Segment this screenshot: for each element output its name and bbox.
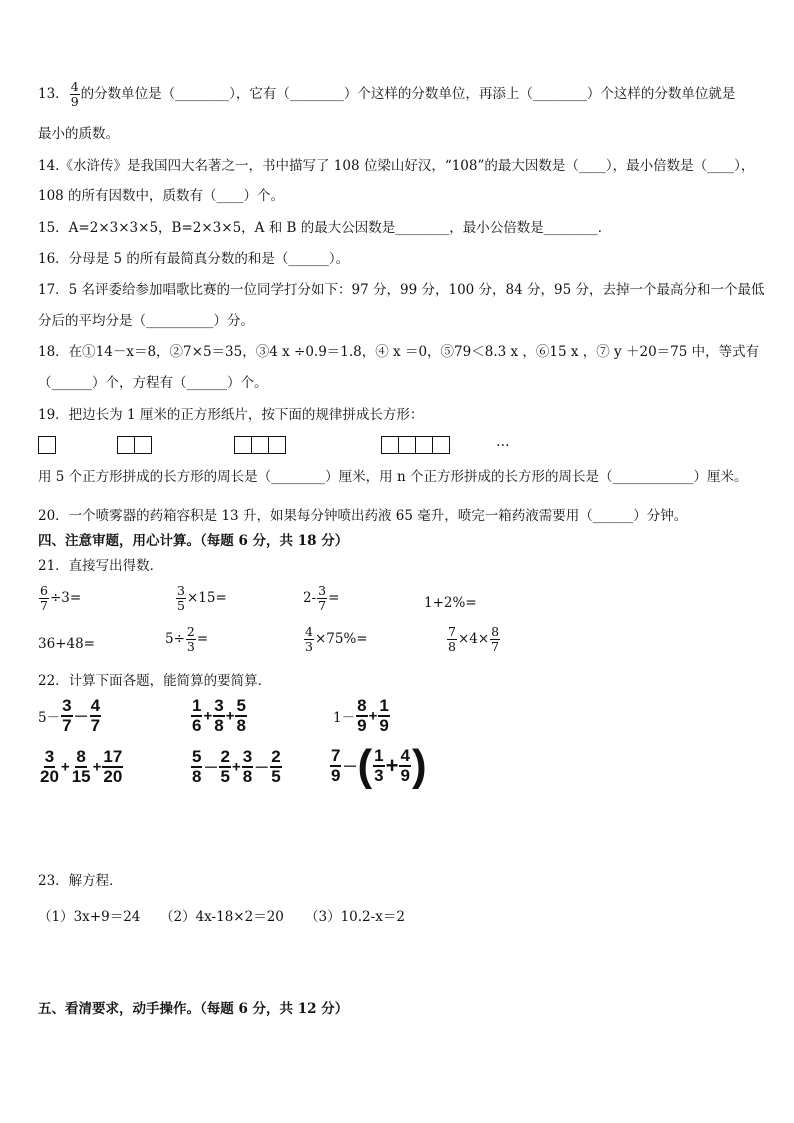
square: [432, 436, 450, 454]
numerator: 2: [220, 747, 230, 766]
denominator: 5: [177, 598, 185, 613]
fraction: [304, 625, 314, 654]
square: [134, 436, 152, 454]
denominator: 8: [214, 716, 224, 735]
denominator: 20: [40, 767, 59, 786]
right-paren: ): [411, 741, 427, 790]
fraction: [399, 747, 410, 785]
fraction: [242, 748, 253, 786]
q21-item-g: [303, 625, 368, 654]
fraction: [191, 748, 202, 786]
operator: －: [254, 759, 270, 777]
operator: +: [203, 707, 213, 725]
fraction: [39, 584, 49, 613]
fraction: [71, 748, 92, 786]
question-21-title: 21．直接写出得数．: [38, 558, 164, 574]
denominator: 3: [374, 766, 384, 785]
q22-problem-1: [38, 697, 102, 735]
operator: +: [385, 753, 399, 778]
expression-prefix: 5－: [38, 710, 61, 726]
denominator: 3: [305, 639, 313, 654]
denominator: 7: [40, 598, 48, 613]
denominator: 9: [331, 766, 341, 785]
fraction: [235, 697, 246, 735]
denominator: 8: [236, 716, 246, 735]
expression-rest: ÷3=: [49, 590, 82, 606]
square-row-1: [38, 436, 56, 453]
numerator: 2: [271, 747, 281, 766]
q22-problem-5: [190, 748, 283, 786]
denominator: 9: [70, 94, 79, 109]
square: [381, 436, 399, 454]
numerator: 1: [192, 696, 202, 715]
expression-rest: ×15=: [186, 590, 227, 606]
numerator: 3: [62, 696, 72, 715]
question-18-line1: 18．在①14－x＝8，②7×5＝35，③4 x ÷0.9＝1.8，④ x ＝0，⑤79＜8.3 x ，⑥15 x ，⑦ y ＋20＝75 中，等式有: [38, 344, 760, 360]
q21-item-e: 36+48=: [38, 636, 95, 652]
numerator: 4: [400, 746, 410, 765]
denominator: 15: [71, 767, 91, 786]
question-20: 20．一个喷雾器的药箱容积是 13 升，如果每分钟喷出药液 65 毫升，喷完一箱药液需要用（______）分钟。: [38, 508, 688, 524]
operator: +: [92, 758, 102, 776]
denominator: 8: [448, 639, 456, 654]
numerator: 17: [103, 747, 123, 766]
square: [268, 436, 286, 454]
equation-2: （2）4x-18×2＝20: [160, 909, 284, 925]
section-4-heading: 四、注意审题，用心计算。（每题 6 分，共 18 分）: [38, 533, 349, 549]
numerator: 8: [357, 696, 367, 715]
fraction: [447, 625, 457, 654]
operator: －: [342, 758, 358, 776]
fraction: [70, 80, 80, 109]
expression-prefix: 1－: [333, 710, 356, 726]
question-23-title: 23．解方程．: [38, 873, 123, 889]
fraction: [330, 747, 341, 785]
denominator: 20: [103, 767, 123, 786]
question-22-title: 22．计算下面各题，能简算的要简算．: [38, 673, 272, 689]
question-19-line2: 用 5 个正方形拼成的长方形的周长是（________）厘米，用 n 个正方形拼成的长方形的周长是（____________）厘米。: [38, 469, 748, 485]
q21-item-b: [175, 584, 227, 613]
denominator: 9: [379, 716, 389, 735]
question-number: 13．: [38, 86, 69, 102]
q21-item-d: 1+2%=: [424, 595, 477, 611]
denominator: 5: [271, 767, 281, 786]
operator: －: [73, 708, 89, 726]
question-13-line1: [38, 80, 735, 109]
numerator: 8: [76, 747, 86, 766]
fraction: [186, 625, 196, 654]
denominator: 5: [220, 767, 230, 786]
square: [251, 436, 269, 454]
numerator: 3: [214, 696, 224, 715]
expression-rest: =: [196, 631, 209, 647]
fraction: [102, 748, 123, 786]
numerator: 3: [242, 747, 253, 766]
numerator: 4: [90, 696, 101, 715]
expression-mid: ×4×: [457, 631, 490, 647]
question-18-line2: （______）个，方程有（______）个。: [38, 375, 268, 391]
question-15: 15．A=2×3×3×5，B=2×3×5，A 和 B 的最大公因数是________，最小公倍数是________．: [38, 220, 612, 236]
numerator: 8: [491, 624, 500, 639]
equation-1: （1）3x+9＝24: [38, 909, 141, 925]
numerator: 1: [374, 746, 384, 765]
ellipsis: …: [496, 434, 510, 450]
numerator: 7: [331, 746, 341, 765]
q22-problem-3: [333, 697, 391, 735]
q22-problem-4: [38, 748, 124, 786]
square-row-4: [381, 436, 450, 453]
fraction: [490, 625, 500, 654]
square-row-3: [234, 436, 286, 453]
denominator: 3: [186, 639, 195, 654]
fraction: [378, 697, 389, 735]
denominator: 7: [491, 639, 500, 654]
numerator: 5: [192, 747, 202, 766]
square-row-2: [117, 436, 152, 453]
square: [38, 436, 56, 454]
expression-rest: =: [328, 590, 340, 606]
square: [415, 436, 433, 454]
numerator: 4: [305, 624, 313, 639]
fraction: [219, 748, 230, 786]
expression-rest: ×75%=: [314, 631, 368, 647]
question-17-line1: 17．5 名评委给参加唱歌比赛的一位同学打分如下：97 分，99 分，100 分，84 分，95 分，去掉一个最高分和一个最低: [38, 282, 765, 298]
fraction: [61, 697, 72, 735]
q21-item-c: [303, 584, 339, 613]
q21-item-a: [38, 584, 81, 613]
equation-3: （3）10.2-x＝2: [305, 909, 405, 925]
q21-item-f: [165, 625, 208, 654]
numerator: 7: [448, 624, 456, 639]
q22-problem-2: [190, 697, 248, 735]
denominator: 9: [357, 716, 367, 735]
fraction: [191, 697, 202, 735]
numerator: 1: [379, 696, 389, 715]
left-paren: (: [357, 741, 373, 790]
operator: +: [231, 758, 241, 776]
fraction: [39, 748, 60, 786]
denominator: 7: [90, 716, 101, 735]
numerator: 3: [44, 747, 55, 766]
question-14-line2: 108 的所有因数中，质数有（____）个。: [38, 188, 285, 204]
fraction: [213, 697, 224, 735]
section-5-heading: 五、看清要求，动手操作。（每题 6 分，共 12 分）: [38, 1001, 349, 1017]
square: [117, 436, 135, 454]
denominator: 8: [192, 767, 202, 786]
operator: +: [60, 758, 70, 776]
operator: +: [225, 707, 235, 725]
expression-prefix: 2-: [303, 590, 317, 606]
question-17-line2: 分后的平均分是（__________）分。: [38, 313, 254, 329]
fraction: [356, 697, 367, 735]
numerator: 3: [177, 583, 185, 598]
square: [398, 436, 416, 454]
numerator: 6: [40, 583, 48, 598]
question-13-line2: 最小的质数。: [38, 126, 119, 142]
question-text: 的分数单位是（________），它有（________）个这样的分数单位，再添上（________）个这样的分数单位就是: [80, 86, 736, 102]
question-16: 16．分母是 5 的所有最简真分数的和是（______）。: [38, 251, 350, 267]
numerator: 2: [186, 624, 195, 639]
square: [234, 436, 252, 454]
denominator: 9: [400, 766, 410, 785]
denominator: 6: [192, 716, 202, 735]
numerator: 3: [318, 583, 327, 598]
numerator: 5: [236, 696, 246, 715]
fraction: [90, 697, 101, 735]
fraction: [176, 584, 186, 613]
question-19-line1: 19．把边长为 1 厘米的正方形纸片，按下面的规律拼成长方形：: [38, 407, 424, 423]
q21-item-h: [446, 625, 501, 654]
expression-prefix: 5÷: [165, 631, 185, 647]
denominator: 7: [318, 598, 327, 613]
fraction: [317, 584, 327, 613]
operator: －: [203, 759, 219, 777]
question-14-line1: 14.《水浒传》是我国四大名著之一，书中描写了 108 位梁山好汉，“108”的最大因数是（____），最小倍数是（____），: [38, 158, 755, 174]
fraction: [373, 747, 384, 785]
fraction: [270, 748, 281, 786]
denominator: 8: [242, 767, 253, 786]
operator: +: [368, 707, 378, 725]
denominator: 7: [62, 716, 72, 735]
numerator: 4: [70, 79, 79, 94]
q22-problem-6: [329, 741, 427, 790]
